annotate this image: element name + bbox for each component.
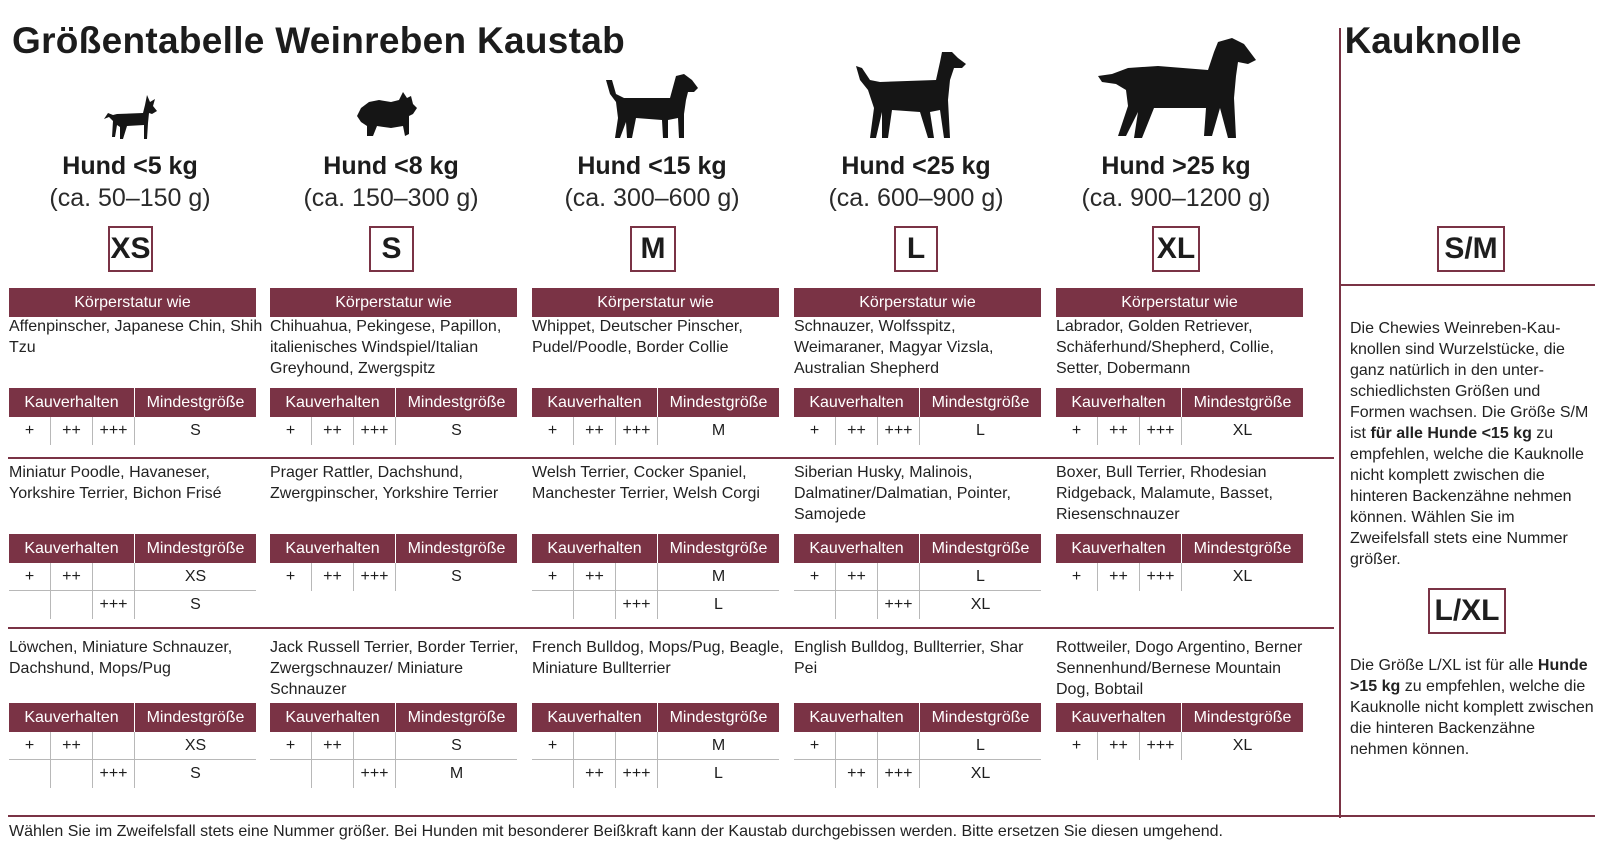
table-cell: S: [451, 568, 462, 585]
kauverhalten-table: [270, 534, 517, 591]
group-divider: [8, 457, 1334, 459]
table-row: [532, 760, 779, 788]
table-cell: +++: [616, 417, 658, 445]
table-cell: L: [976, 422, 985, 439]
table-cell: ++: [574, 417, 616, 445]
table-cell: S: [190, 422, 201, 439]
gram-range: (ca. 900–1200 g): [1081, 184, 1271, 212]
table-cell: +++: [93, 591, 135, 619]
table-cell: M: [449, 765, 464, 782]
table-cell: ++: [574, 563, 616, 590]
kauknolle-text: Die Größe L/XL ist für alle: [1350, 657, 1538, 674]
table-cell: XS: [184, 567, 207, 585]
table-cell: +: [1056, 732, 1098, 760]
breed-list: Miniatur Poodle, Havaneser, Yorkshire Terrier, Bichon Frisé: [9, 464, 222, 502]
breed-list: Chihuahua, Pekingese, Papillon, italienisches Windspiel/Italian Greyhound, Zwergspitz: [270, 318, 502, 377]
table-cell: M: [711, 422, 726, 439]
size-badge-lxl: L/XL: [1428, 588, 1506, 634]
kauverhalten-header: Kauverhalten: [794, 388, 920, 417]
medium-dog-silhouette-icon: [606, 72, 700, 142]
table-cell: ++: [312, 417, 354, 445]
table-cell: S: [451, 422, 462, 439]
mindestgroesse-header: Mindestgröße: [146, 708, 245, 726]
table-cell: XL: [1232, 737, 1253, 754]
table-cell: L: [976, 736, 985, 754]
koerperstatur-header: Körperstatur wie: [1056, 288, 1303, 317]
table-row: [1056, 417, 1303, 445]
table-cell: +: [1056, 417, 1098, 445]
table-cell: +: [794, 732, 836, 759]
table-cell: +: [9, 732, 51, 759]
table-cell: +: [9, 417, 51, 445]
table-cell: [836, 591, 878, 619]
mindestgroesse-header: Mindestgröße: [669, 393, 768, 411]
gram-range: (ca. 150–300 g): [303, 184, 479, 212]
table-cell: L: [976, 567, 985, 585]
footer-note: Wählen Sie im Zweifelsfall stets eine Nummer größer. Bei Hunden mit besonderer Beißkraft kann der Kaustab durchgebissen werden. Bitte ersetzen Sie diesen umgehend.: [9, 823, 1223, 840]
table-row: [794, 760, 1041, 788]
table-cell: [51, 591, 93, 619]
table-cell: [794, 760, 836, 788]
table-cell: ++: [312, 563, 354, 591]
table-cell: ++: [1098, 563, 1140, 591]
size-badge: XL: [1152, 226, 1200, 272]
table-cell: +: [1056, 563, 1098, 591]
table-row: [270, 563, 517, 591]
table-cell: XL: [1232, 422, 1253, 439]
mindestgroesse-header: Mindestgröße: [669, 539, 768, 557]
table-row: [1056, 732, 1303, 760]
table-cell: L: [714, 765, 723, 782]
kauknolle-title: Kauknolle: [1344, 20, 1522, 61]
table-cell: +: [9, 563, 51, 590]
table-cell: +: [794, 417, 836, 445]
breed-list: Prager Rattler, Dachshund, Zwergpinscher, Yorkshire Terrier: [270, 464, 499, 502]
table-cell: +++: [354, 760, 396, 788]
breed-list: Jack Russell Terrier, Border Terrier, Zwergschnauzer/ Miniature Schnauzer: [270, 639, 519, 698]
mindestgroesse-header: Mindestgröße: [1193, 708, 1292, 726]
mindestgroesse-header: Mindestgröße: [407, 708, 506, 726]
table-cell: [9, 760, 51, 788]
mindestgroesse-header: Mindestgröße: [146, 393, 245, 411]
weight-label: Hund <15 kg: [577, 152, 727, 180]
table-row: [9, 591, 256, 619]
table-row: [9, 760, 256, 788]
table-cell: S: [451, 736, 462, 754]
table-cell: XL: [1232, 568, 1253, 585]
breed-list: Affenpinscher, Japanese Chin, Shih Tzu: [9, 318, 263, 356]
table-cell: +++: [616, 591, 658, 619]
mindestgroesse-header: Mindestgröße: [669, 708, 768, 726]
table-cell: +: [270, 563, 312, 591]
breed-list: Whippet, Deutscher Pinscher, Pudel/Poodle, Border Collie: [532, 318, 743, 356]
table-row: [9, 417, 256, 445]
breed-list: Labrador, Golden Retriever, Schäferhund/Shepherd, Collie, Setter, Dobermann: [1056, 318, 1274, 377]
kauverhalten-header: Kauverhalten: [532, 388, 658, 417]
table-cell: ++: [312, 732, 354, 759]
koerperstatur-header: Körperstatur wie: [270, 288, 517, 317]
table-cell: ++: [836, 760, 878, 788]
kauverhalten-header: Kauverhalten: [1056, 534, 1182, 563]
mindestgroesse-header: Mindestgröße: [1193, 393, 1292, 411]
kauknolle-emphasis: für alle Hunde <15 kg: [1370, 425, 1532, 442]
giant-dog-silhouette-icon: [1098, 36, 1258, 142]
kauverhalten-header: Kauverhalten: [9, 703, 135, 732]
table-cell: [354, 732, 396, 759]
kauverhalten-table: [270, 388, 517, 445]
koerperstatur-header: Körperstatur wie: [794, 288, 1041, 317]
kauverhalten-header: Kauverhalten: [1056, 388, 1182, 417]
breed-list: Rottweiler, Dogo Argentino, Berner Sennenhund/Bernese Mountain Dog, Bobtail: [1056, 639, 1303, 698]
table-cell: +: [270, 417, 312, 445]
kauverhalten-table: [794, 534, 1041, 619]
kauknolle-text: Die Chewies Weinreben-Kauknollen sind Wurzelstücke, die ganz natürlich in den unterschiedlichsten Größen und Formen wachsen. Die Größe S/M ist: [1350, 320, 1589, 442]
kauverhalten-table: [9, 388, 256, 445]
mindestgroesse-header: Mindestgröße: [931, 539, 1030, 557]
table-row: [794, 732, 1041, 760]
koerperstatur-header: Körperstatur wie: [9, 288, 256, 317]
table-cell: ++: [1098, 417, 1140, 445]
size-badge: S: [369, 226, 414, 272]
table-cell: [878, 732, 920, 759]
table-cell: +++: [1140, 563, 1182, 591]
table-cell: [9, 591, 51, 619]
section-divider-vertical: [1339, 28, 1341, 818]
group-divider: [8, 627, 1334, 629]
mindestgroesse-header: Mindestgröße: [931, 393, 1030, 411]
table-cell: +: [270, 732, 312, 759]
kauverhalten-table: [9, 534, 256, 619]
gram-range: (ca. 300–600 g): [564, 184, 740, 212]
table-cell: [532, 591, 574, 619]
table-row: [532, 417, 779, 445]
table-row: [532, 732, 779, 760]
kauverhalten-header: Kauverhalten: [1056, 703, 1182, 732]
table-cell: ++: [51, 732, 93, 759]
kauverhalten-header: Kauverhalten: [270, 534, 396, 563]
table-cell: +++: [878, 591, 920, 619]
breed-list: Boxer, Bull Terrier, Rhodesian Ridgeback, Malamute, Basset, Riesenschnauzer: [1056, 464, 1273, 523]
table-row: [794, 591, 1041, 619]
kauverhalten-table: [532, 703, 779, 788]
table-row: [532, 591, 779, 619]
table-row: [9, 563, 256, 591]
weight-label: Hund <8 kg: [323, 152, 459, 180]
table-cell: +++: [616, 760, 658, 788]
table-cell: +++: [354, 417, 396, 445]
small-fluffy-dog-silhouette-icon: [355, 90, 419, 140]
kauverhalten-table: [532, 534, 779, 619]
table-cell: [878, 563, 920, 590]
footer-rule: [8, 815, 1595, 817]
tiny-dog-silhouette-icon: [103, 93, 159, 141]
gram-range: (ca. 600–900 g): [828, 184, 1004, 212]
kauverhalten-header: Kauverhalten: [794, 534, 920, 563]
kauverhalten-table: [794, 388, 1041, 445]
table-cell: +: [794, 563, 836, 590]
kauknolle-description-sm: [1350, 318, 1595, 570]
kauverhalten-table: [270, 703, 517, 788]
table-cell: [532, 760, 574, 788]
table-cell: S: [190, 765, 201, 782]
table-cell: +++: [354, 563, 396, 591]
table-cell: [93, 563, 135, 590]
page-title: Größentabelle Weinreben Kaustab: [12, 20, 626, 61]
size-badge: M: [630, 226, 676, 272]
table-cell: +: [532, 732, 574, 759]
table-row: [9, 732, 256, 760]
kauverhalten-header: Kauverhalten: [9, 388, 135, 417]
mindestgroesse-header: Mindestgröße: [146, 539, 245, 557]
kauverhalten-table: [1056, 388, 1303, 445]
table-row: [270, 732, 517, 760]
table-cell: ++: [51, 417, 93, 445]
weight-label: Hund <5 kg: [62, 152, 198, 180]
size-badge: L: [894, 226, 938, 272]
table-cell: [794, 591, 836, 619]
mindestgroesse-header: Mindestgröße: [1193, 539, 1292, 557]
table-cell: XS: [184, 736, 207, 754]
table-cell: ++: [836, 563, 878, 590]
kauverhalten-table: [532, 388, 779, 445]
table-cell: [574, 591, 616, 619]
table-cell: +++: [1140, 417, 1182, 445]
kauverhalten-table: [794, 703, 1041, 788]
table-cell: M: [711, 567, 726, 585]
table-cell: [312, 760, 354, 788]
large-dog-silhouette-icon: [856, 50, 968, 142]
kauknolle-text: zu empfehlen, welche die Kauknolle nicht komplett zwischen die hinteren Backenzähne nehmen können.: [1350, 678, 1594, 758]
table-row: [270, 760, 517, 788]
table-cell: ++: [51, 563, 93, 590]
breed-list: French Bulldog, Mops/Pug, Beagle, Miniature Bullterrier: [532, 639, 784, 677]
table-cell: [93, 732, 135, 759]
table-row: [794, 563, 1041, 591]
breed-list: English Bulldog, Bullterrier, Shar Pei: [794, 639, 1024, 677]
breed-list: Welsh Terrier, Cocker Spaniel, Manchester Terrier, Welsh Corgi: [532, 464, 760, 502]
table-cell: [270, 760, 312, 788]
table-cell: +++: [1140, 732, 1182, 760]
kauverhalten-table: [1056, 703, 1303, 760]
table-cell: [616, 563, 658, 590]
table-cell: [616, 732, 658, 759]
size-badge-sm: S/M: [1437, 226, 1505, 272]
kauknolle-description-lxl: [1350, 655, 1595, 760]
table-row: [794, 417, 1041, 445]
table-cell: XL: [970, 765, 991, 782]
kauknolle-emphasis: Hunde >15 kg: [1350, 657, 1588, 695]
kauverhalten-header: Kauverhalten: [270, 388, 396, 417]
table-cell: +++: [878, 760, 920, 788]
kauverhalten-header: Kauverhalten: [9, 534, 135, 563]
mindestgroesse-header: Mindestgröße: [407, 393, 506, 411]
kauknolle-text: zu empfehlen, welche die Kauknolle nicht komplett zwischen die hinteren Backenzähne nehmen können. Wählen Sie im Zweifelsfall stets eine Nummer größer.: [1350, 425, 1584, 568]
kauverhalten-header: Kauverhalten: [794, 703, 920, 732]
kauverhalten-header: Kauverhalten: [270, 703, 396, 732]
kauknolle-header-rule: [1340, 284, 1595, 286]
table-cell: ++: [836, 417, 878, 445]
table-cell: [574, 732, 616, 759]
breed-list: Löwchen, Miniature Schnauzer, Dachshund, Mops/Pug: [9, 639, 233, 677]
table-cell: ++: [574, 760, 616, 788]
table-cell: +++: [878, 417, 920, 445]
table-cell: +++: [93, 760, 135, 788]
mindestgroesse-header: Mindestgröße: [407, 539, 506, 557]
breed-list: Siberian Husky, Malinois, Dalmatiner/Dalmatian, Pointer, Samojede: [794, 464, 1011, 523]
weight-label: Hund <25 kg: [841, 152, 991, 180]
breed-list: Schnauzer, Wolfsspitz, Weimaraner, Magyar Vizsla, Australian Shepherd: [794, 318, 994, 377]
table-cell: M: [711, 736, 726, 754]
table-cell: +++: [93, 417, 135, 445]
table-cell: +: [532, 563, 574, 590]
table-row: [532, 563, 779, 591]
table-cell: [836, 732, 878, 759]
table-cell: L: [714, 596, 723, 613]
gram-range: (ca. 50–150 g): [49, 184, 211, 212]
kauverhalten-header: Kauverhalten: [532, 534, 658, 563]
kauverhalten-table: [9, 703, 256, 788]
kauverhalten-table: [1056, 534, 1303, 591]
table-cell: ++: [1098, 732, 1140, 760]
mindestgroesse-header: Mindestgröße: [931, 708, 1030, 726]
size-badge: XS: [108, 226, 153, 272]
kauverhalten-header: Kauverhalten: [532, 703, 658, 732]
table-row: [1056, 563, 1303, 591]
table-row: [270, 417, 517, 445]
table-cell: +: [532, 417, 574, 445]
table-cell: [51, 760, 93, 788]
weight-label: Hund >25 kg: [1101, 152, 1251, 180]
table-cell: XL: [970, 596, 991, 613]
table-cell: S: [190, 596, 201, 613]
koerperstatur-header: Körperstatur wie: [532, 288, 779, 317]
